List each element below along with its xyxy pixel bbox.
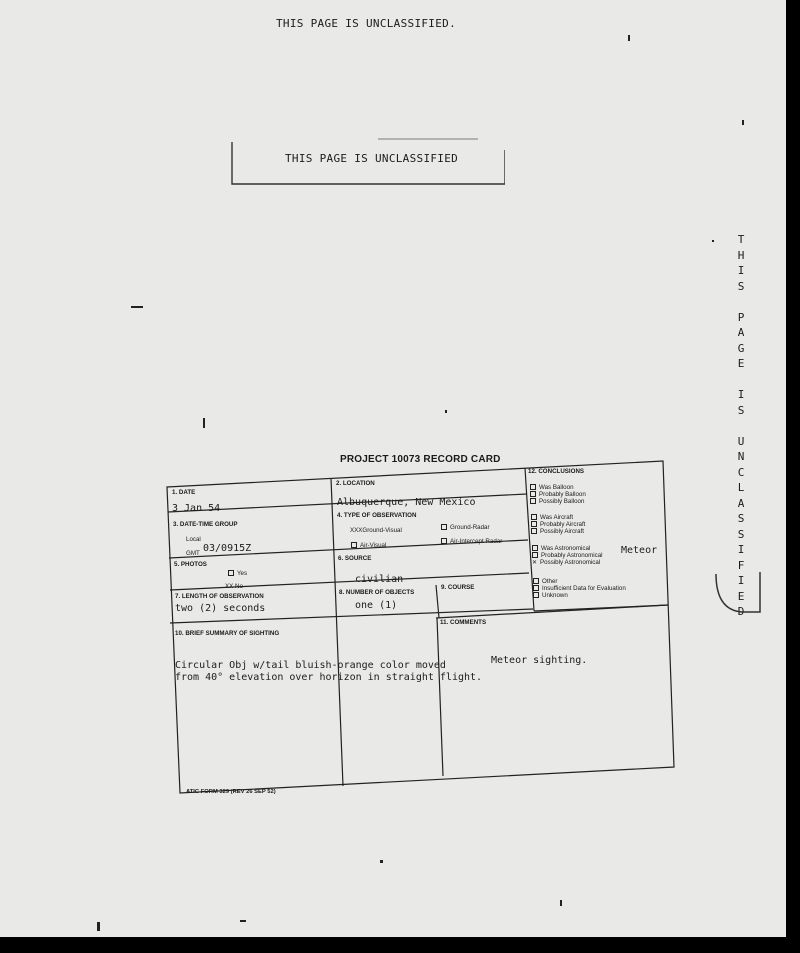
vertical-banner-letter: S bbox=[737, 512, 745, 525]
vertical-banner-letter: L bbox=[737, 481, 745, 494]
photos-label: 5. PHOTOS bbox=[174, 561, 207, 568]
vertical-banner-letter: U bbox=[737, 434, 745, 448]
vertical-banner-letter: G bbox=[737, 341, 745, 355]
conclusion-option-label: Was Astronomical bbox=[541, 545, 591, 552]
dtg-local-label: Local bbox=[186, 536, 201, 543]
conclusion-option-label: Possibly Balloon bbox=[539, 497, 585, 505]
classification-banner-top: THIS PAGE IS UNCLASSIFIED. bbox=[276, 17, 456, 30]
conclusion-option-label: Possibly Astronomical bbox=[540, 558, 601, 566]
air-intercept-option: Air-Intercept Radar bbox=[441, 538, 502, 545]
vertical-banner-letter: I bbox=[737, 543, 745, 556]
ground-radar-option: Ground-Radar bbox=[441, 524, 490, 531]
vertical-banner-letter: E bbox=[737, 589, 745, 603]
conclusion-option-label: Probably Astronomical bbox=[541, 551, 603, 559]
vertical-banner-letter: F bbox=[737, 558, 745, 572]
conclusion-option-label: Probably Aircraft bbox=[540, 520, 586, 528]
vertical-banner-letter: P bbox=[737, 310, 745, 324]
source-label: 6. SOURCE bbox=[338, 555, 372, 562]
vertical-banner-letter: N bbox=[737, 450, 745, 463]
dtg-gmt-value: 03/0915Z bbox=[203, 543, 252, 554]
photos-no-option: XX No bbox=[225, 583, 243, 590]
vertical-banner-letter: I bbox=[737, 574, 745, 587]
conclusions-label: 12. CONCLUSIONS bbox=[528, 468, 585, 475]
vertical-banner-letter: E bbox=[737, 357, 745, 370]
objects-label: 8. NUMBER OF OBJECTS bbox=[339, 589, 415, 596]
vertical-banner-letter: H bbox=[737, 248, 745, 262]
vertical-banner-letter: S bbox=[737, 403, 745, 417]
location-label: 2. LOCATION bbox=[336, 480, 375, 487]
card-title: PROJECT 10073 RECORD CARD bbox=[340, 454, 501, 465]
vertical-banner-letter: C bbox=[737, 465, 745, 479]
location-value: Albuquerque, New Mexico bbox=[337, 497, 476, 508]
form-number: ATIC FORM 329 (REV 26 SEP 52) bbox=[186, 789, 276, 795]
checked-box-icon: ✕ bbox=[532, 559, 538, 566]
dtg-gmt-label: GMT bbox=[186, 550, 200, 557]
length-label: 7. LENGTH OF OBSERVATION bbox=[175, 593, 264, 600]
summary-line-1: Circular Obj w/tail bluish-orange color moved bbox=[175, 660, 446, 671]
summary-line-2: from 40° elevation over horizon in straight flight. bbox=[175, 672, 483, 683]
dtg-label: 3. DATE-TIME GROUP bbox=[173, 521, 238, 528]
vertical-banner-letter: S bbox=[737, 279, 745, 293]
conclusion-option-label: Unknown bbox=[542, 591, 568, 599]
conclusion-option-label: Was Aircraft bbox=[540, 514, 574, 521]
vertical-banner-letter: I bbox=[737, 388, 745, 401]
comments-label: 11. COMMENTS bbox=[440, 619, 487, 626]
classification-banner-middle: THIS PAGE IS UNCLASSIFIED bbox=[285, 152, 459, 165]
conclusion-option-label: Possibly Aircraft bbox=[540, 527, 585, 535]
comments-value: Meteor sighting. bbox=[491, 655, 588, 666]
course-label: 9. COURSE bbox=[441, 584, 475, 591]
objects-value: one (1) bbox=[355, 600, 398, 611]
vertical-banner-letter: A bbox=[737, 496, 745, 510]
vertical-banner-letter: T bbox=[737, 233, 745, 246]
photos-yes-option: Yes bbox=[228, 570, 247, 577]
length-value: two (2) seconds bbox=[175, 603, 266, 614]
conclusion-option-label: Was Balloon bbox=[539, 484, 574, 491]
vertical-banner-letter: A bbox=[737, 326, 745, 339]
vertical-banner-letter: S bbox=[737, 527, 745, 541]
source-value: civilian bbox=[355, 574, 404, 585]
vertical-banner-letter: I bbox=[737, 264, 745, 277]
ground-visual-option: XXXGround-Visual bbox=[350, 527, 402, 534]
summary-label: 10. BRIEF SUMMARY OF SIGHTING bbox=[175, 630, 280, 637]
date-value: 3 Jan 54 bbox=[172, 503, 221, 514]
date-label: 1. DATE bbox=[172, 489, 196, 496]
vertical-banner-letter: D bbox=[737, 605, 745, 618]
conclusion-option-label: Insufficient Data for Evaluation bbox=[542, 584, 626, 592]
conclusion-option-label: Probably Balloon bbox=[539, 490, 586, 498]
conclusion-option-label: Other bbox=[542, 578, 558, 585]
air-visual-option: Air-Visual bbox=[351, 542, 386, 549]
observation-type-label: 4. TYPE OF OBSERVATION bbox=[337, 512, 417, 519]
conclusion-handwritten-note: Meteor bbox=[621, 545, 658, 556]
